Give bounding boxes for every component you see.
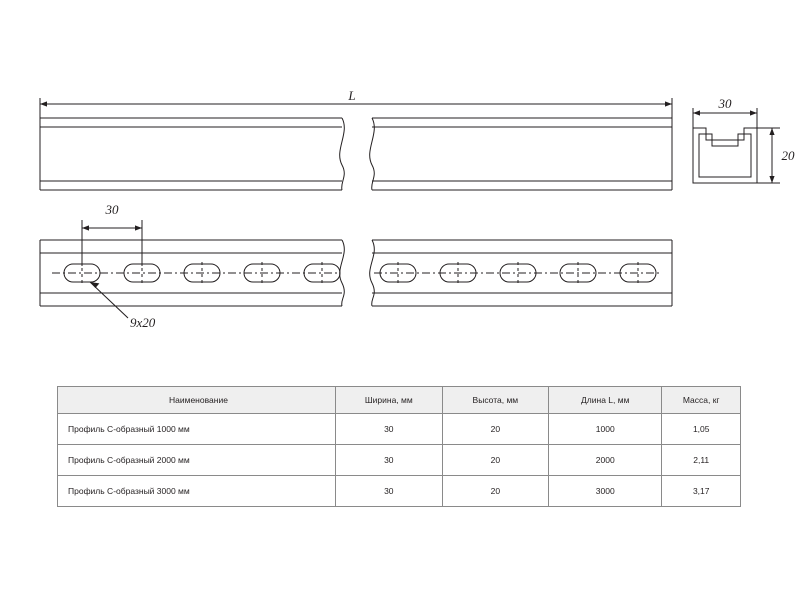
hole-size-leader (90, 282, 128, 318)
cell-name: Профиль С-образный 1000 мм (58, 414, 336, 445)
cell-length: 1000 (549, 414, 662, 445)
cell-length: 3000 (549, 476, 662, 507)
table-header-row (58, 387, 741, 414)
side-view-right-segment (372, 118, 672, 190)
cell-length: 2000 (549, 445, 662, 476)
cell-name: Профиль С-образный 3000 мм (58, 476, 336, 507)
break-line-left (340, 118, 345, 190)
specification-table (57, 386, 741, 507)
hole-size-label: 9x20 (130, 315, 156, 330)
table-row (58, 414, 741, 445)
cell-width: 30 (335, 476, 442, 507)
column-header-length: Длина L, мм (549, 387, 662, 414)
section-height-label: 20 (781, 148, 795, 163)
section-width-label: 30 (718, 96, 732, 111)
break-line-face-right (370, 240, 375, 306)
cell-mass: 1,05 (662, 414, 741, 445)
pitch-label: 30 (105, 202, 119, 217)
length-dimension (40, 98, 672, 118)
section-width-dimension (693, 108, 757, 128)
cell-mass: 2,11 (662, 445, 741, 476)
break-line-right (370, 118, 375, 190)
cell-width: 30 (335, 414, 442, 445)
cell-height: 20 (442, 414, 548, 445)
column-header-width: Ширина, мм (335, 387, 442, 414)
column-header-mass: Масса, кг (662, 387, 741, 414)
table-row (58, 476, 741, 507)
cell-name: Профиль С-образный 2000 мм (58, 445, 336, 476)
table-row (58, 445, 741, 476)
cell-height: 20 (442, 476, 548, 507)
section-height-dimension (757, 128, 780, 183)
cross-section-view (693, 128, 757, 183)
column-header-name: Наименование (58, 387, 336, 414)
length-dimension-label: L (348, 88, 356, 103)
cell-width: 30 (335, 445, 442, 476)
cell-height: 20 (442, 445, 548, 476)
cell-mass: 3,17 (662, 476, 741, 507)
pitch-dimension (82, 220, 142, 266)
column-header-height: Высота, мм (442, 387, 548, 414)
side-view-left-segment (40, 118, 342, 190)
